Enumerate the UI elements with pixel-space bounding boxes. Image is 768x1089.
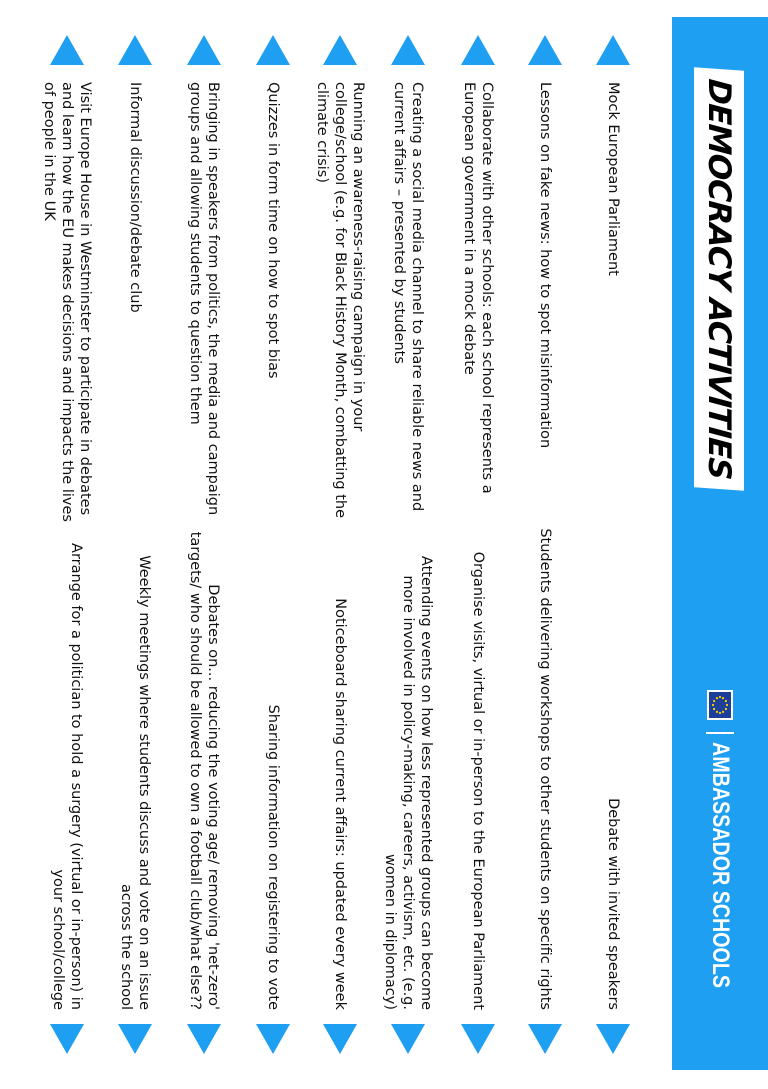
triangle-right-icon [323, 1024, 357, 1054]
eu-flag-icon [707, 690, 733, 720]
activity-right-text: Debates on... reducing the voting age/ removing 'net-zero' targets/ who should be allowed to own a football club/what else?? [187, 531, 221, 1010]
triangle-left-icon [256, 35, 290, 65]
activity-row [34, 0, 100, 1089]
activity-right-text: Sharing information on registering to vote [265, 704, 281, 1010]
activity-row [445, 0, 511, 1089]
activity-left-text: Visit Europe House in Westminster to participate in debates and learn how the EU makes decisions and impacts the lives of people in the UK [41, 82, 93, 522]
activity-row [375, 0, 441, 1089]
triangle-left-icon [323, 35, 357, 65]
triangle-right-icon [391, 1024, 425, 1054]
activity-right-text: Arrange for a politician to hold a surgery (virtual or in-person) in your school/college [50, 543, 84, 1010]
activity-right-text: Attending events on how less represented groups can become more involved in policy-making, careers, activism, etc. (e.g. women in diplomacy) [382, 555, 434, 1010]
activity-left-text: Running an awareness-raising campaign in your college/school (e.g. for Black History Month, combatting the climate crisis) [314, 82, 366, 519]
activity-row [512, 0, 578, 1089]
activity-right-text: Organise visits, virtual or in-person to the European Parliament [470, 551, 486, 1010]
activity-row [171, 0, 237, 1089]
activity-row [307, 0, 373, 1089]
triangle-left-icon [596, 35, 630, 65]
activity-left-text: Quizzes in form time on how to spot bias [265, 82, 281, 379]
triangle-right-icon [118, 1024, 152, 1054]
triangle-right-icon [596, 1024, 630, 1054]
triangle-left-icon [528, 35, 562, 65]
activity-left-text: Collaborate with other schools: each school represents a European government in a mock debate [461, 82, 495, 494]
activity-left-text: Mock European Parliament [605, 82, 621, 276]
triangle-right-icon [528, 1024, 562, 1054]
triangle-left-icon [461, 35, 495, 65]
triangle-right-icon [461, 1024, 495, 1054]
activity-left-text: Bringing in speakers from politics, the media and campaign groups and allowing students to question them [187, 82, 221, 516]
triangle-left-icon [391, 35, 425, 65]
activity-row [240, 0, 306, 1089]
activity-right-text: Debate with invited speakers [605, 798, 621, 1010]
page-title: DEMOCRACY ACTIVITIES [694, 67, 744, 490]
triangle-left-icon [118, 35, 152, 65]
header-bar [672, 17, 768, 1070]
activity-right-text: Noticeboard sharing current affairs: updated every week [332, 598, 348, 1010]
triangle-right-icon [256, 1024, 290, 1054]
activity-right-text: Weekly meetings where students discuss and vote on an issue across the school [118, 555, 152, 1010]
activity-row [580, 0, 646, 1089]
activity-left-text: Creating a social media channel to share reliable news and current affairs – presented by students [391, 82, 425, 512]
triangle-right-icon [50, 1024, 84, 1054]
triangle-left-icon [50, 35, 84, 65]
activity-row [102, 0, 168, 1089]
brand-name: AMBASSADOR SCHOOLS [707, 741, 734, 988]
activity-left-text: Lessons on fake news: how to spot misinformation [537, 82, 553, 449]
activity-left-text: Informal discussion/debate club [127, 82, 143, 313]
brand [698, 690, 742, 1042]
triangle-left-icon [187, 35, 221, 65]
triangle-right-icon [187, 1024, 221, 1054]
brand-separator [706, 732, 734, 734]
activity-right-text: Students delivering workshops to other students on specific rights [537, 528, 553, 1010]
